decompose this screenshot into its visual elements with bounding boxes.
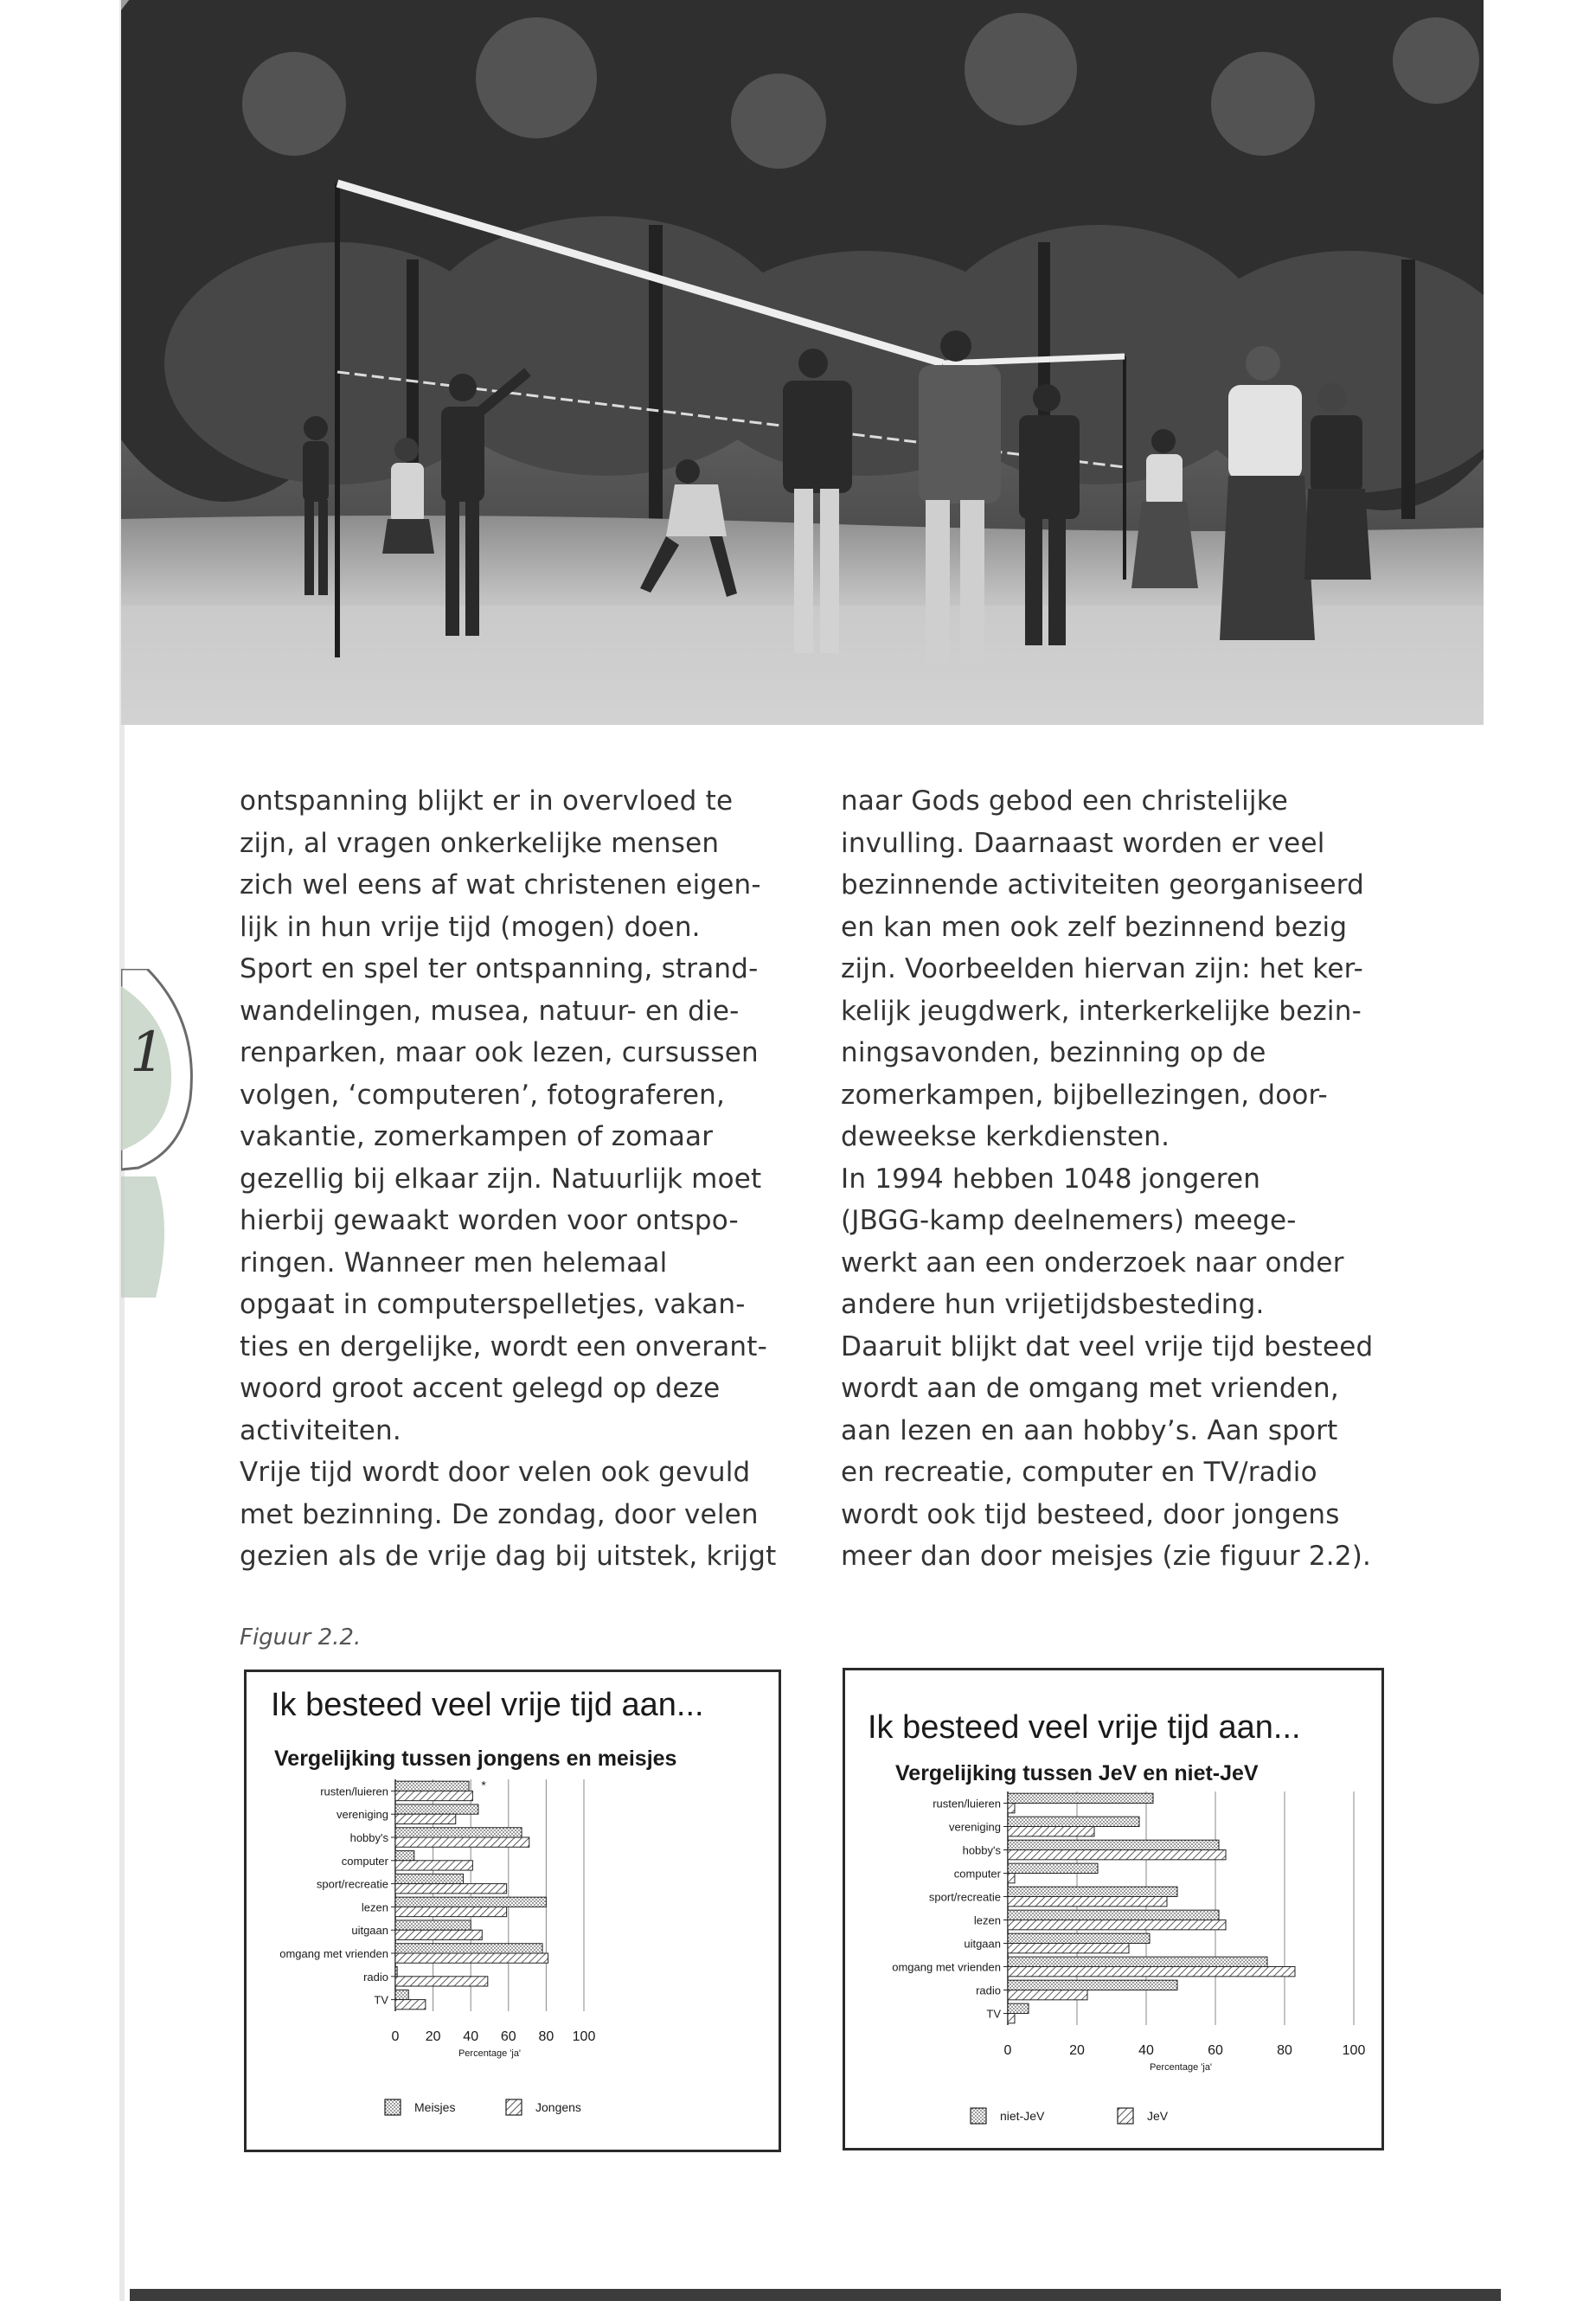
bar-niet-jev-vereniging (1008, 1817, 1139, 1826)
bar-meisjes-computer (395, 1851, 414, 1861)
category-label: sport/recreatie (928, 1890, 1001, 1904)
body-text-line: meer dan door meisjes (zie figuur 2.2). (841, 1541, 1372, 1572)
category-label: sport/recreatie (316, 1877, 388, 1891)
category-label: hobby's (962, 1843, 1001, 1857)
x-tick-label: 80 (1277, 2043, 1292, 2058)
bar-niet-jev-omgangmetvrienden (1008, 1957, 1267, 1966)
bar-jongens-hobbys (395, 1837, 529, 1847)
body-text-line: Vrije tijd wordt door velen ook gevuld (240, 1457, 751, 1488)
chart-title: Ik besteed veel vrije tijd aan... (271, 1687, 704, 1723)
body-text-line: Daaruit blijkt dat veel vrije tijd besteed (841, 1330, 1374, 1362)
body-text-line: werkt aan een onderzoek naar onder (841, 1247, 1344, 1279)
chart-jev-svg (845, 1670, 1381, 2148)
volleyball-photo (121, 0, 1484, 725)
bar-meisjes-omgangmetvrienden (395, 1944, 542, 1953)
figure-caption: Figuur 2.2. (240, 1625, 362, 1650)
legend-swatch (506, 2099, 522, 2115)
body-text-line: renparken, maar ook lezen, cursussen (240, 1037, 759, 1068)
body-text-line: zomerkampen, bijbellezingen, door- (841, 1079, 1328, 1111)
category-label: computer (341, 1854, 388, 1868)
bar-jev-omgangmetvrienden (1008, 1967, 1295, 1977)
x-axis-label: Percentage 'ja' (458, 2048, 522, 2059)
body-text-line: activiteiten. (240, 1414, 401, 1446)
bar-jongens-computer (395, 1861, 472, 1870)
chapter-tab (121, 969, 199, 1306)
category-label: vereniging (337, 1808, 388, 1822)
bar-niet-jev-sportrecreatie (1008, 1887, 1177, 1896)
bar-jev-vereniging (1008, 1827, 1094, 1836)
bar-niet-jev-rustenluieren (1008, 1793, 1153, 1803)
bar-meisjes-radio (395, 1967, 397, 1977)
body-text-line: ontspanning blijkt er in overvloed te (240, 785, 734, 817)
chart-gender-comparison (244, 1670, 781, 2152)
body-text-line: met bezinning. De zondag, door velen (240, 1498, 759, 1530)
body-text-line: deweekse kerkdiensten. (841, 1121, 1170, 1152)
chapter-number: 1 (130, 1021, 165, 1085)
bar-meisjes-vereniging (395, 1804, 478, 1814)
chart-title: Ik besteed veel vrije tijd aan... (868, 1709, 1301, 1746)
x-tick-label: 40 (463, 2029, 479, 2044)
chart-jev-comparison (843, 1668, 1384, 2150)
body-text-line: In 1994 hebben 1048 jongeren (841, 1163, 1261, 1195)
x-tick-label: 0 (391, 2029, 400, 2044)
category-label: computer (953, 1867, 1001, 1881)
x-tick-label: 100 (1342, 2043, 1366, 2058)
bar-jev-uitgaan (1008, 1944, 1129, 1953)
bar-jev-computer (1008, 1874, 1015, 1883)
category-label: omgang met vrienden (279, 1947, 388, 1960)
bar-meisjes-sportrecreatie (395, 1874, 463, 1883)
bar-jongens-tv (395, 2000, 426, 2009)
body-text-line: kelijk jeugdwerk, interkerkelijke bezin- (841, 995, 1362, 1027)
body-text-line: gezien als de vrije dag bij uitstek, krijgt (240, 1541, 777, 1572)
category-label: radio (363, 1970, 388, 1984)
x-tick-label: 20 (425, 2029, 441, 2044)
category-label: hobby's (349, 1831, 388, 1844)
category-label: radio (976, 1984, 1001, 1997)
page-margin (0, 0, 121, 2301)
category-label: TV (986, 2007, 1001, 2021)
legend-label: Meisjes (414, 2100, 456, 2114)
body-text-line: ties en dergelijke, wordt een onverant- (240, 1330, 767, 1362)
chart-subtitle: Vergelijking tussen jongens en meisjes (274, 1747, 677, 1771)
body-text-line: en recreatie, computer en TV/radio (841, 1457, 1317, 1488)
body-text-line: woord groot accent gelegd op deze (240, 1373, 721, 1404)
category-label: uitgaan (351, 1924, 388, 1938)
legend-swatch (1118, 2108, 1133, 2124)
body-text-line: bezinnende activiteiten georganiseerd (841, 869, 1365, 901)
legend-label: niet-JeV (1000, 2109, 1045, 2123)
category-label: rusten/luieren (933, 1797, 1001, 1811)
body-text-line: naar Gods gebod een christelijke (841, 785, 1289, 817)
x-axis-label: Percentage 'ja' (1149, 2062, 1213, 2073)
bar-niet-jev-lezen (1008, 1910, 1219, 1920)
legend-label: Jongens (535, 2100, 581, 2114)
bar-niet-jev-computer (1008, 1863, 1098, 1873)
body-text-line: en kan men ook zelf bezinnend bezig (841, 911, 1348, 943)
x-tick-label: 100 (572, 2029, 596, 2044)
bar-jongens-sportrecreatie (395, 1884, 507, 1894)
x-tick-label: 20 (1069, 2043, 1085, 2058)
x-tick-label: 80 (538, 2029, 554, 2044)
volleyball-photo-drawing (121, 0, 1484, 725)
x-tick-label: 40 (1138, 2043, 1154, 2058)
body-text-line: zich wel eens af wat christenen eigen- (240, 869, 761, 901)
bar-meisjes-lezen (395, 1897, 546, 1907)
body-text-line: andere hun vrijetijdsbesteding. (841, 1289, 1265, 1320)
chart-subtitle: Vergelijking tussen JeV en niet-JeV (895, 1761, 1259, 1785)
bar-meisjes-rustenluieren (395, 1781, 469, 1791)
body-text-line: hierbij gewaakt worden voor ontspo- (240, 1205, 739, 1236)
body-text-line: vakantie, zomerkampen of zomaar (240, 1121, 714, 1152)
category-label: lezen (973, 1913, 1001, 1927)
bar-jongens-rustenluieren (395, 1791, 472, 1800)
body-text-left-column (240, 780, 828, 1578)
bar-jev-rustenluieren (1008, 1804, 1015, 1813)
body-text-line: invulling. Daarnaast worden er veel (841, 827, 1325, 859)
body-text-line: Sport en spel ter ontspanning, strand- (240, 953, 759, 984)
body-text-line: volgen, ‘computeren’, fotograferen, (240, 1079, 726, 1111)
bar-niet-jev-uitgaan (1008, 1933, 1150, 1943)
chart-gender-svg (247, 1672, 779, 2150)
bar-meisjes-tv (395, 1990, 408, 1999)
bar-jev-hobbys (1008, 1850, 1226, 1860)
legend-swatch (971, 2108, 986, 2124)
bar-jev-sportrecreatie (1008, 1897, 1167, 1907)
bar-jongens-vereniging (395, 1814, 456, 1823)
body-text-line: gezellig bij elkaar zijn. Natuurlijk moet (240, 1163, 762, 1195)
body-text-line: zijn, al vragen onkerkelijke mensen (240, 827, 720, 859)
body-text-right-column (841, 780, 1429, 1578)
bar-niet-jev-hobbys (1008, 1840, 1219, 1849)
category-label: vereniging (949, 1820, 1001, 1834)
bar-jev-lezen (1008, 1920, 1226, 1930)
bar-jev-tv (1008, 2014, 1015, 2023)
body-text-line: ningsavonden, bezinning op de (841, 1037, 1266, 1068)
body-text-line: wordt aan de omgang met vrienden, (841, 1373, 1339, 1404)
x-tick-label: 60 (1208, 2043, 1223, 2058)
body-text-line: wandelingen, musea, natuur- en die- (240, 995, 740, 1027)
category-label: uitgaan (964, 1937, 1001, 1951)
page-bottom-edge (130, 2289, 1501, 2301)
bar-jev-radio (1008, 1990, 1087, 2000)
category-label: rusten/luieren (320, 1785, 388, 1798)
bar-meisjes-hobbys (395, 1828, 522, 1837)
body-text-line: aan lezen en aan hobby’s. Aan sport (841, 1414, 1338, 1446)
bar-jongens-lezen (395, 1907, 507, 1916)
body-text-line: zijn. Voorbeelden hiervan zijn: het ker- (841, 953, 1363, 984)
legend-label: JeV (1147, 2109, 1169, 2123)
bar-niet-jev-radio (1008, 1980, 1177, 1990)
body-text-line: lijk in hun vrije tijd (mogen) doen. (240, 911, 701, 943)
body-text-line: (JBGG-kamp deelnemers) meege- (841, 1205, 1297, 1236)
category-label: omgang met vrienden (892, 1960, 1001, 1974)
body-text-line: opgaat in computerspelletjes, vakan- (240, 1289, 746, 1320)
x-tick-label: 0 (1003, 2043, 1012, 2058)
category-label: TV (374, 1993, 388, 2007)
bar-jongens-uitgaan (395, 1930, 482, 1939)
bar-jongens-omgangmetvrienden (395, 1953, 548, 1963)
bar-jongens-radio (395, 1977, 488, 1986)
body-text-line: ringen. Wanneer men helemaal (240, 1247, 668, 1279)
body-text-line: wordt ook tijd besteed, door jongens (841, 1498, 1340, 1530)
bar-niet-jev-tv (1008, 2003, 1029, 2013)
x-tick-label: 60 (500, 2029, 516, 2044)
bar-meisjes-uitgaan (395, 1920, 471, 1930)
category-label: lezen (361, 1900, 388, 1914)
legend-swatch (385, 2099, 401, 2115)
chart-annotation: * (481, 1778, 486, 1792)
